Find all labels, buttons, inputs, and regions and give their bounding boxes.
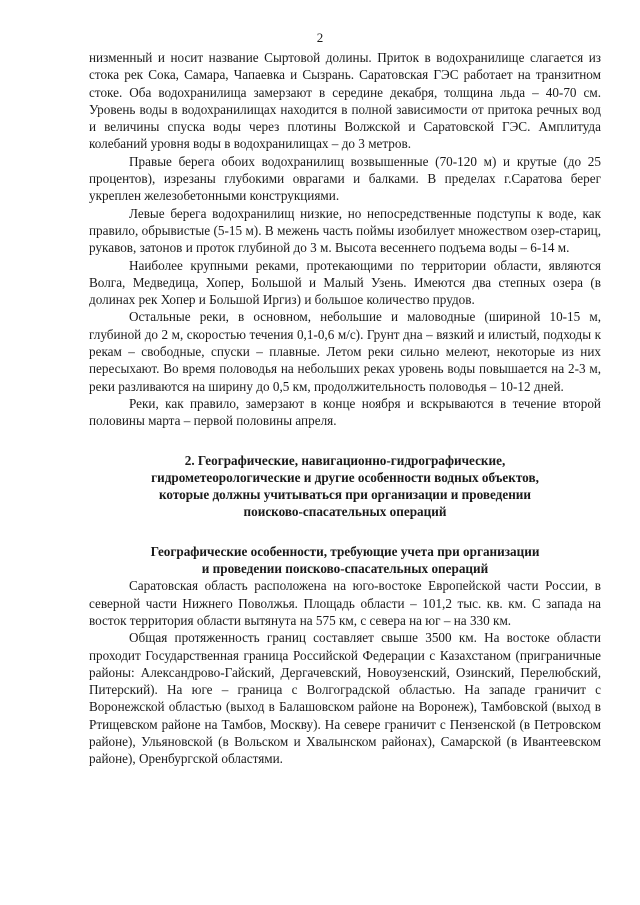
section-heading (89, 452, 601, 521)
paragraph: Реки, как правило, замерзают в конце ноября и вскрываются в течение второй половины марта – первой половины апреля. (89, 395, 601, 429)
section-heading-line: которые должны учитываться при организации и проведении (158, 487, 531, 503)
section-heading-line: 2. Географические, навигационно-гидрографические, (184, 452, 506, 468)
paragraph: Общая протяженность границ составляет свыше 3500 км. На востоке области проходит Государственная граница Российской Федерации с Казахстаном (приграничные районы: Александрово-Гайский, Дергачевский, Новоузенский, Озинский, Перелюбский, Питерский). На юге – граница с Волгоградской областью. На западе граничит с Воронежской областью (выход в Балашовском районе на Воронеж), Тамбовской (выход в Ртищевском районе на Тамбов, Москву). На севере граничит с Пензенской (в Петровском районе), Ульяновской (в Вольском и Хвалынском районах), Самарской (в Ивантеевском районе), Оренбургской областями. (89, 630, 601, 767)
paragraph: Остальные реки, в основном, небольшие и маловодные (шириной 10-15 м, глубиной до 2 м, скоростью течения 0,1-0,6 м/с). Грунт дна – вязкий и илистый, подходы к рекам – свободные, спуски – плавные. Летом реки сильно мелеют, некоторые из них пересыхают. Во время половодья на небольших реках уровень воды повышается на 2-3 м, реки разливаются на ширину до 0,5 км, продолжительность половодья – 10-12 дней. (89, 309, 601, 394)
paragraph: Левые берега водохранилищ низкие, но непосредственные подступы к воде, как правило, обрывистые (5-15 м). В межень часть поймы изобилует множеством озер-стариц, рукавов, затонов и проток глубиной до 3 м. Высота весеннего подъема воды – 6-14 м. (89, 205, 601, 256)
paragraph: Саратовская область расположена на юго-востоке Европейской части России, в северной части Нижнего Поволжья. Площадь области – 101,2 тыс. кв. км. С запада на восток территория области вытянута на 575 км, с севера на юг – на 330 км. (89, 578, 601, 628)
section-heading-line: поисково-спасательных операций (243, 504, 447, 520)
paragraph: Правые берега обоих водохранилищ возвышенные (70-120 м) и крутые (до 25 процентов), изрезаны глубокими оврагами и балками. В пределах г.Саратова берег укреплен железобетонными конструкциями. (89, 153, 601, 204)
sub-heading-line: и проведении поисково-спасательных операций (201, 561, 489, 577)
sub-heading-line: Географические особенности, требующие учета при организации (150, 543, 540, 559)
document-body (89, 49, 601, 768)
paragraph: низменный и носит название Сыртовой долины. Приток в водохранилище слагается из стока рек Сока, Самара, Чапаевка и Сызрань. Саратовская ГЭС работает на транзитном стоке. Оба водохранилища замерзают в середине декабря, толщина льда – 40-70 см. Уровень воды в водохранилищах находится в полной зависимости от притока речных вод и величины спуска воды через плотины Волжской и Саратовской ГЭС. Амплитуда колебаний уровня воды в водохранилищах – до 3 метров. (89, 50, 601, 152)
section-heading-line: гидрометеорологические и другие особенности водных объектов, (151, 469, 539, 485)
page-number: 2 (316, 30, 324, 45)
paragraph: Наиболее крупными реками, протекающими по территории области, являются Волга, Медведица, Хопер, Большой и Малый Узень. Имеются два степных озера (в долинах рек Хопер и Большой Иргиз) и большое количество прудов. (89, 257, 601, 308)
sub-heading (89, 543, 601, 578)
